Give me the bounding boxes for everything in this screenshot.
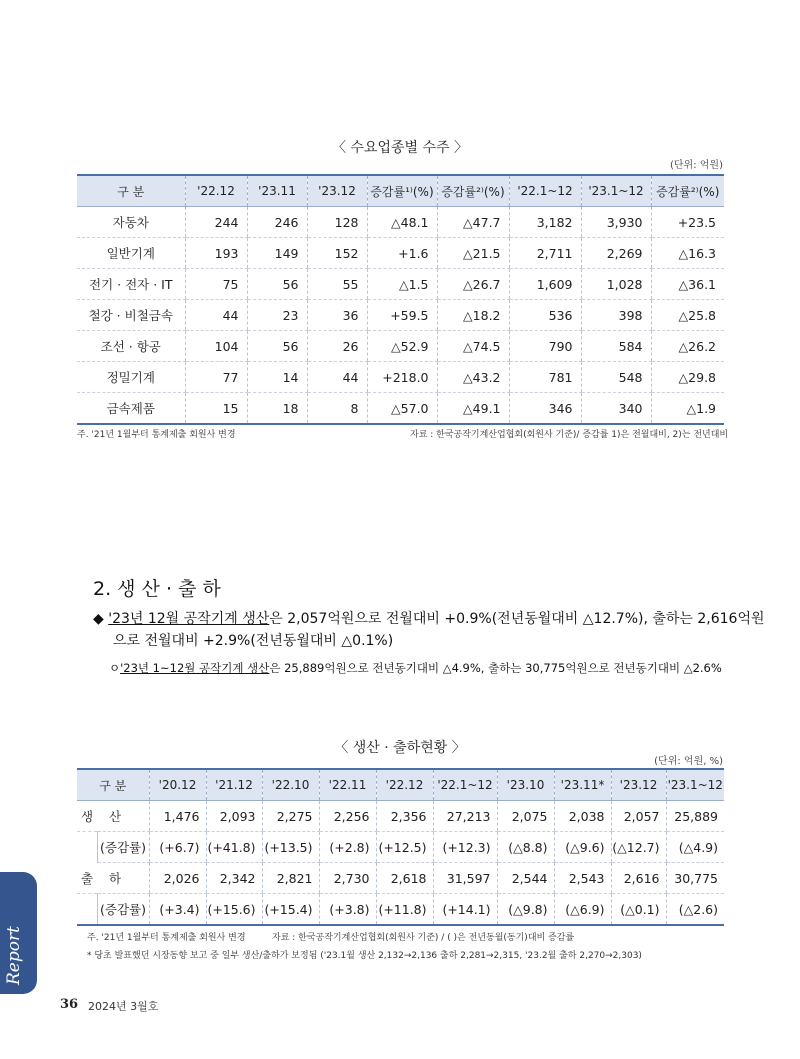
table2-header: '22.11 [319, 769, 376, 801]
table-cell: 3,182 [509, 207, 581, 238]
table-cell: △21.5 [437, 238, 509, 269]
table-cell: 584 [581, 331, 651, 362]
row-sublabel: (증감률) [97, 832, 149, 863]
table2-header: '22.10 [262, 769, 319, 801]
table-cell: (+15.4) [262, 894, 319, 926]
table-cell: (+3.8) [319, 894, 376, 926]
table2-header: '23.10 [497, 769, 554, 801]
table-cell: △49.1 [437, 393, 509, 425]
table-cell: △18.2 [437, 300, 509, 331]
table1-header: '22.1~12 [509, 175, 581, 207]
table-cell: 152 [307, 238, 367, 269]
table-cell: △47.7 [437, 207, 509, 238]
table2-note: 주. '21년 1월부터 통계제출 회원사 변경 [87, 933, 246, 943]
indent-spacer [77, 894, 97, 926]
table-cell: 2,256 [319, 801, 376, 832]
table-cell: 31,597 [433, 863, 497, 894]
table-cell: 18 [247, 393, 307, 425]
table-cell: 25,889 [666, 801, 724, 832]
row-label: 출 하 [77, 863, 149, 894]
table2-header: '22.1~12 [433, 769, 497, 801]
table-row [77, 238, 724, 269]
row-label: 철강 · 비철금속 [77, 300, 185, 331]
table-cell: 246 [247, 207, 307, 238]
table-cell: 14 [247, 362, 307, 393]
table-row [77, 207, 724, 238]
table-row [77, 362, 724, 393]
table-cell: 2,057 [611, 801, 666, 832]
table1-title: 〈 수요업종별 수주 〉 [331, 140, 469, 156]
table-cell: (△9.8) [497, 894, 554, 926]
table-cell: (+2.8) [319, 832, 376, 863]
table2-header: '21.12 [206, 769, 262, 801]
table-cell: 44 [307, 362, 367, 393]
table-cell: 2,342 [206, 863, 262, 894]
table1-header: '23.1~12 [581, 175, 651, 207]
row-label: 전기 · 전자 · IT [77, 269, 185, 300]
table-row [77, 801, 724, 832]
table-row [77, 300, 724, 331]
table1-header: '22.12 [185, 175, 247, 207]
table-cell: (+12.3) [433, 832, 497, 863]
table-cell: 2,038 [554, 801, 611, 832]
summary-text-line1: 은 2,057억원으로 전월대비 +0.9%(전년동월대비 △12.7%), 출하는 2,616억원 [269, 611, 765, 627]
table-cell: 2,544 [497, 863, 554, 894]
table1-header: '23.12 [307, 175, 367, 207]
table-cell: (+41.8) [206, 832, 262, 863]
table-cell: 3,930 [581, 207, 651, 238]
row-label: 자동차 [77, 207, 185, 238]
summary-highlight: '23년 12월 공작기계 생산 [108, 611, 270, 627]
table-cell: 346 [509, 393, 581, 425]
table-cell: 36 [307, 300, 367, 331]
table-cell: (△0.1) [611, 894, 666, 926]
table-cell: (+12.5) [376, 832, 433, 863]
circle-bullet-icon: ㅇ [109, 661, 121, 675]
table1-header: 증감률²⁾(%) [437, 175, 509, 207]
summary-text-line2: 으로 전월대비 +2.9%(전년동월대비 △0.1%) [113, 633, 394, 649]
table-cell: (△4.9) [666, 832, 724, 863]
table-cell: 44 [185, 300, 247, 331]
table-cell: △26.2 [651, 331, 724, 362]
section-title: 2. 생 산 · 출 하 [93, 578, 221, 600]
table2-header: 구 분 [77, 769, 149, 801]
table-cell: 8 [307, 393, 367, 425]
table-cell: (△12.7) [611, 832, 666, 863]
table-cell: 244 [185, 207, 247, 238]
table-cell: △52.9 [367, 331, 437, 362]
table-cell: 2,616 [611, 863, 666, 894]
table-cell: 2,356 [376, 801, 433, 832]
table-cell: 23 [247, 300, 307, 331]
table1-header: 증감률²⁾(%) [651, 175, 724, 207]
table-cell: 398 [581, 300, 651, 331]
table1-header: '23.11 [247, 175, 307, 207]
table1-note: 주. '21년 1월부터 통계제출 회원사 변경 [77, 430, 236, 440]
table-cell: 149 [247, 238, 307, 269]
row-label: 생 산 [77, 801, 149, 832]
sub-text: 은 25,889억원으로 전년동기대비 △4.9%, 출하는 30,775억원으로 전년동기대비 △2.6% [269, 661, 722, 675]
table-row [77, 269, 724, 300]
row-label: 정밀기계 [77, 362, 185, 393]
row-label: 조선 · 항공 [77, 331, 185, 362]
production-table [77, 768, 724, 926]
table-cell: 536 [509, 300, 581, 331]
table-cell: (+14.1) [433, 894, 497, 926]
row-label: 금속제품 [106, 401, 155, 416]
table-cell: △74.5 [437, 331, 509, 362]
table-cell: △26.7 [437, 269, 509, 300]
page-number: 36 [60, 997, 79, 1012]
table2-header-row [77, 769, 724, 801]
table2-header: '20.12 [149, 769, 206, 801]
table-cell: 2,618 [376, 863, 433, 894]
summary-bullet [93, 608, 765, 652]
table-cell: △1.5 [367, 269, 437, 300]
table-cell: (△6.9) [554, 894, 611, 926]
table1-source: 자료 : 한국공작기계산업협회(회원사 기준)/ 증감률 1)은 전월대비, 2)는 전년대비 [410, 430, 729, 440]
table2-title: 〈 생산 · 출하현황 〉 [334, 740, 466, 756]
table-cell: 27,213 [433, 801, 497, 832]
table-row [77, 393, 724, 425]
report-tab-label: Report [4, 926, 24, 985]
table-cell: +218.0 [367, 362, 437, 393]
table-cell: +23.5 [651, 207, 724, 238]
sub-highlight: '23년 1~12월 공작기계 생산 [120, 661, 270, 675]
table2-header: '22.12 [376, 769, 433, 801]
table-cell: (+15.6) [206, 894, 262, 926]
table-cell: △16.3 [651, 238, 724, 269]
issue-label: 2024년 3월호 [88, 1000, 159, 1013]
table2-correction-note: * 당초 발표했던 시장동향 보고 중 일부 생산/출하가 보정됨 ('23.1월 생산 2,132→2,136 출하 2,281→2,315, '23.2월 출하 2,270→2,303) [87, 951, 642, 961]
row-sublabel: (증감률) [97, 894, 149, 926]
table-cell: (+13.5) [262, 832, 319, 863]
table-cell: △29.8 [651, 362, 724, 393]
table-cell: 2,093 [206, 801, 262, 832]
table2-header: '23.12 [611, 769, 666, 801]
table-cell: 2,821 [262, 863, 319, 894]
table-cell: △1.9 [651, 393, 724, 425]
table1-header: 증감률¹⁾(%) [367, 175, 437, 207]
table-cell: 2,026 [149, 863, 206, 894]
table-cell: 26 [307, 331, 367, 362]
table-cell: (+6.7) [149, 832, 206, 863]
table2-header: '23.11* [554, 769, 611, 801]
table-cell: △36.1 [651, 269, 724, 300]
table-row [77, 832, 724, 863]
table-cell: 548 [581, 362, 651, 393]
row-label: 일반기계 [77, 238, 185, 269]
table-cell: 2,275 [262, 801, 319, 832]
demand-table [77, 174, 724, 425]
table-row [77, 863, 724, 894]
table-cell: 77 [185, 362, 247, 393]
table-row [77, 331, 724, 362]
table-cell: 1,609 [509, 269, 581, 300]
table2-source: 자료 : 한국공작기계산업협회(회원사 기준) / ( )은 전년동월(동기)대비 증감률 [272, 933, 575, 943]
indent-spacer [77, 832, 97, 863]
table-cell: 75 [185, 269, 247, 300]
table-cell: (△9.6) [554, 832, 611, 863]
table-cell: △57.0 [367, 393, 437, 425]
table-cell: △48.1 [367, 207, 437, 238]
table-cell: 2,543 [554, 863, 611, 894]
table-cell: 2,711 [509, 238, 581, 269]
table-cell: 790 [509, 331, 581, 362]
table-cell: 55 [307, 269, 367, 300]
table-cell: △43.2 [437, 362, 509, 393]
table-cell: 30,775 [666, 863, 724, 894]
table-row [77, 894, 724, 926]
table-cell: (△8.8) [497, 832, 554, 863]
table-cell: 1,476 [149, 801, 206, 832]
table-cell: (+3.4) [149, 894, 206, 926]
table1-unit: (단위: 억원) [670, 160, 723, 171]
table-cell: 2,730 [319, 863, 376, 894]
table-cell: 128 [307, 207, 367, 238]
table-cell: 15 [185, 393, 247, 425]
table-cell: +59.5 [367, 300, 437, 331]
table-cell: +1.6 [367, 238, 437, 269]
table-cell: (△2.6) [666, 894, 724, 926]
table-cell: 56 [247, 269, 307, 300]
table2-header: '23.1~12 [666, 769, 724, 801]
table-cell: 2,075 [497, 801, 554, 832]
table-cell: △25.8 [651, 300, 724, 331]
summary-sub-item [109, 660, 722, 676]
table1-header-row [77, 175, 724, 207]
diamond-bullet-icon: ◆ [93, 611, 104, 627]
table-cell: 56 [247, 331, 307, 362]
table-cell: 781 [509, 362, 581, 393]
table-cell: 104 [185, 331, 247, 362]
table1-header: 구 분 [77, 175, 185, 207]
table-cell: 340 [581, 393, 651, 425]
table-cell: 193 [185, 238, 247, 269]
table2-unit: (단위: 억원, %) [654, 756, 723, 767]
table-cell: (+11.8) [376, 894, 433, 926]
table-cell: 1,028 [581, 269, 651, 300]
table-cell: 2,269 [581, 238, 651, 269]
